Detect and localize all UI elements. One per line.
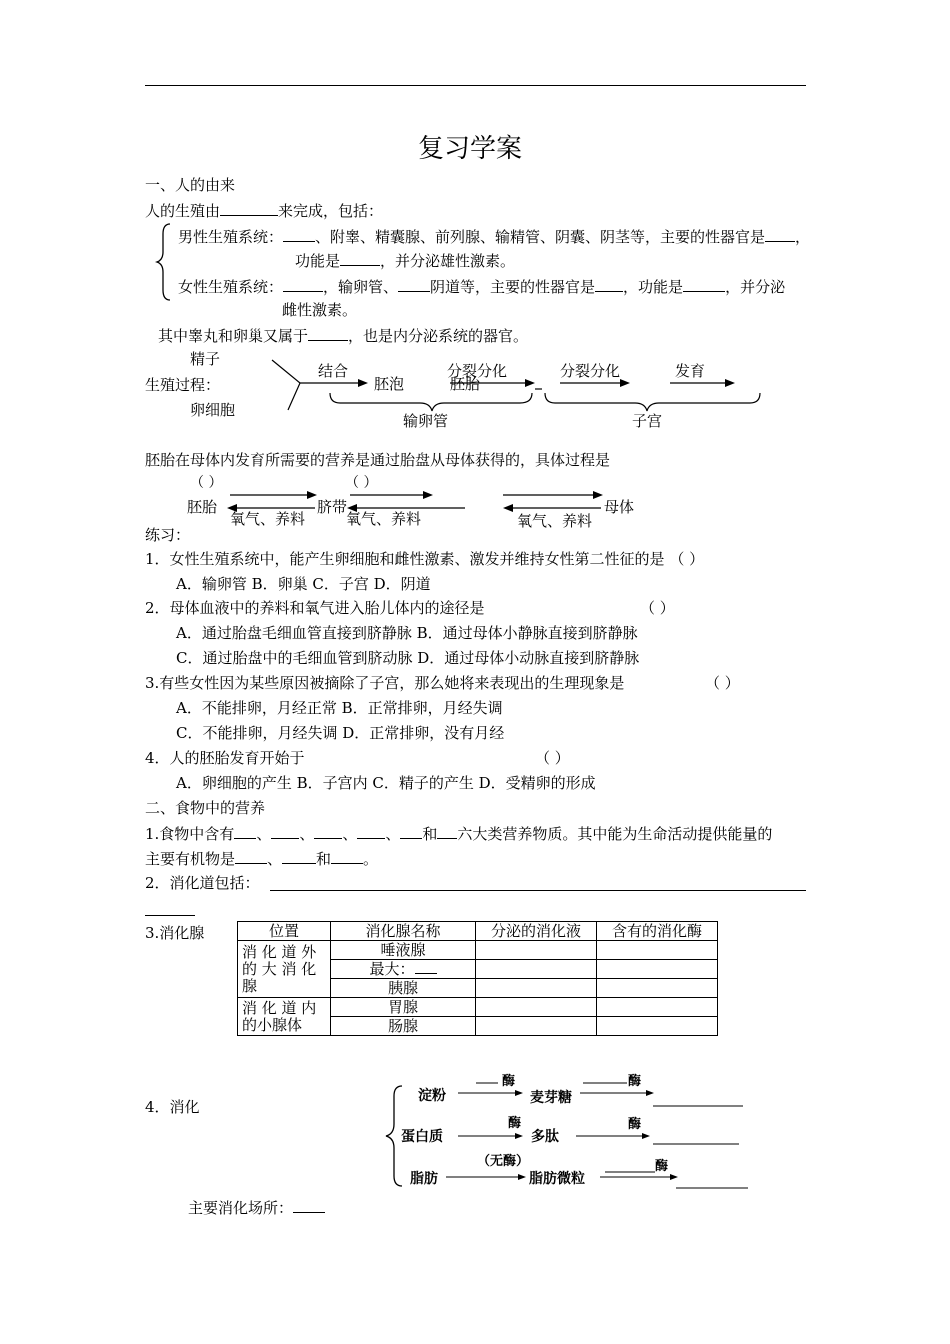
enzyme-cell[interactable] (597, 1017, 718, 1036)
main-site-line: 主要消化场所： (188, 1200, 325, 1216)
female-function-line: 雌性激素。 (282, 301, 358, 319)
table-header: 消化腺名称 (331, 922, 476, 941)
table-header: 含有的消化酶 (597, 922, 718, 941)
blank[interactable] (283, 279, 323, 292)
blank[interactable] (235, 851, 267, 864)
q3-paren: （ ） (705, 674, 740, 692)
blank[interactable] (415, 961, 437, 974)
divide2-label: 分裂分化 (560, 362, 621, 380)
enzyme-label: 酶 (655, 1159, 669, 1174)
intro-line: 人的生殖由 来完成，包括： (145, 202, 384, 220)
q4-paren: （ ） (535, 749, 570, 767)
gland-name: 肠腺 (331, 1017, 476, 1036)
blank[interactable] (220, 203, 278, 216)
blank[interactable] (282, 851, 316, 864)
section-1-heading: 一、人的由来 (145, 176, 236, 194)
egg-label: 卵细胞 (190, 401, 236, 419)
q3-options-ab: A．不能排卵，月经正常 B．正常排卵，月经失调 (176, 699, 503, 717)
blank[interactable] (765, 229, 795, 242)
embryo-label: 胚胎 (450, 375, 481, 393)
endocrine-line: 其中睾丸和卵巢又属于 ，也是内分泌系统的器官。 (158, 327, 529, 345)
glands-label: 3.消化腺 (145, 924, 205, 942)
blank[interactable] (683, 279, 725, 292)
digestive-glands-table (237, 921, 718, 1036)
gland-name: 最大： (331, 960, 476, 979)
no-enzyme-label: （无酶） (477, 1154, 530, 1169)
secretion-cell[interactable] (476, 998, 597, 1017)
q1-options: A．输卵管 B．卵巢 C．子宫 D．阴道 (176, 575, 431, 593)
peptide-label: 多肽 (531, 1129, 559, 1145)
secretion-cell[interactable] (476, 941, 597, 960)
o2-label-3: 氧气、养料 (517, 512, 593, 530)
cord-node: 脐带 (317, 498, 348, 516)
blank[interactable] (400, 826, 422, 839)
q3: 3.有些女性因为某些原因被摘除了子宫，那么她将来表现出的生理现象是 (145, 674, 625, 692)
digestive-tract-label: 2．消化道包括： (145, 874, 260, 892)
blank[interactable] (398, 279, 430, 292)
page-title: 复习学案 (418, 134, 523, 164)
female-system-line: 女性生殖系统： ，输卵管、 阴道等，主要的性器官是 ，功能是 ，并分泌 (178, 278, 786, 296)
table-row (238, 998, 718, 1017)
blank[interactable] (437, 826, 457, 839)
develop-label: 发育 (675, 362, 706, 380)
paren-blank-1: （ ） (190, 475, 223, 491)
uterus-label: 子宫 (632, 412, 663, 430)
fat-particle-label: 脂肪微粒 (529, 1171, 585, 1187)
nutrition-intro: 胚胎在母体内发育所需要的营养是通过胎盘从母体获得的，具体过程是 (145, 451, 611, 469)
digestive-tract-blank-cont[interactable] (145, 915, 195, 916)
secretion-cell[interactable] (476, 979, 597, 998)
table-header: 位置 (238, 922, 331, 941)
enzyme-cell[interactable] (597, 941, 718, 960)
q2-options-ab: A．通过胎盘毛细血管直接到脐静脉 B．通过母体小静脉直接到脐静脉 (176, 624, 638, 642)
q2-options-cd: C．通过胎盘中的毛细血管到脐动脉 D．通过母体小动脉直接到脐静脉 (176, 649, 640, 667)
enzyme-label: 酶 (502, 1074, 516, 1089)
o2-label-1: 氧气、养料 (230, 510, 306, 528)
secretion-cell[interactable] (476, 960, 597, 979)
blank[interactable] (283, 229, 315, 242)
q1: 1．女性生殖系统中，能产生卵细胞和雌性激素、激发并维持女性第二性征的是 （ ） (145, 550, 705, 568)
digestive-tract-blank[interactable] (270, 890, 806, 891)
enzyme-cell[interactable] (597, 998, 718, 1017)
enzyme-label: 酶 (628, 1074, 642, 1089)
combine-label: 结合 (318, 362, 349, 380)
o2-label-2: 氧气、养料 (346, 510, 422, 528)
blastocyst-label: 胚泡 (374, 375, 405, 393)
enzyme-label: 酶 (508, 1116, 522, 1131)
enzyme-label: 酶 (628, 1117, 642, 1132)
starch-label: 淀粉 (418, 1088, 446, 1104)
embryo-node: 胚胎 (187, 498, 218, 516)
left-brace-icon (155, 222, 173, 302)
repro-process-label: 生殖过程： (145, 376, 221, 394)
table-header: 分泌的消化液 (476, 922, 597, 941)
oviduct-label: 输卵管 (403, 412, 449, 430)
enzyme-cell[interactable] (597, 979, 718, 998)
blank[interactable] (340, 253, 380, 266)
inner-glands-cell: 消 化 道 内的小腺体 (238, 998, 331, 1036)
mother-node: 母体 (604, 498, 635, 516)
enzyme-cell[interactable] (597, 960, 718, 979)
blank[interactable] (314, 826, 342, 839)
blank[interactable] (234, 826, 256, 839)
blank[interactable] (331, 851, 363, 864)
gland-name: 胰腺 (331, 979, 476, 998)
energy-line: 主要有机物是 、 和 。 (145, 850, 379, 868)
paren-blank-2: （ ） (345, 475, 378, 491)
fat-label: 脂肪 (410, 1171, 438, 1187)
protein-label: 蛋白质 (401, 1129, 443, 1145)
header-rule (145, 85, 806, 86)
male-function-line: 功能是 ，并分泌雄性激素。 (295, 252, 516, 270)
q4-options: A．卵细胞的产生 B．子宫内 C．精子的产生 D．受精卵的形成 (176, 774, 596, 792)
q2: 2．母体血液中的养料和氧气进入胎儿体内的途径是 (145, 599, 485, 617)
nutrients-line: 1.食物中含有 、 、 、 、 和 六大类营养物质。其中能为生命活动提供能量的 (145, 825, 773, 843)
section-2-heading: 二、食物中的营养 (145, 799, 266, 817)
sperm-label: 精子 (190, 350, 221, 368)
q3-options-cd: C．不能排卵，月经失调 D．正常排卵，没有月经 (176, 724, 505, 742)
outer-glands-cell: 消 化 道 外的 大 消 化腺 (238, 941, 331, 998)
divide1-label: 分裂分化 (447, 362, 508, 380)
blank[interactable] (357, 826, 385, 839)
practice-label: 练习： (145, 526, 191, 544)
blank[interactable] (595, 279, 623, 292)
table-header-row (238, 922, 718, 941)
q4: 4．人的胚胎发育开始于 (145, 749, 305, 767)
secretion-cell[interactable] (476, 1017, 597, 1036)
blank[interactable] (308, 328, 348, 341)
blank[interactable] (293, 1200, 325, 1213)
blank[interactable] (271, 826, 299, 839)
gland-name: 唾液腺 (331, 941, 476, 960)
gland-name: 胃腺 (331, 998, 476, 1017)
male-system-line: 男性生殖系统： 、附睾、精囊腺、前列腺、输精管、阴囊、阴茎等，主要的性器官是 ， (178, 228, 811, 246)
maltose-label: 麦芽糖 (530, 1090, 572, 1106)
table-row (238, 941, 718, 960)
q2-paren: （ ） (640, 599, 675, 617)
digestion-label: 4．消化 (145, 1098, 200, 1116)
